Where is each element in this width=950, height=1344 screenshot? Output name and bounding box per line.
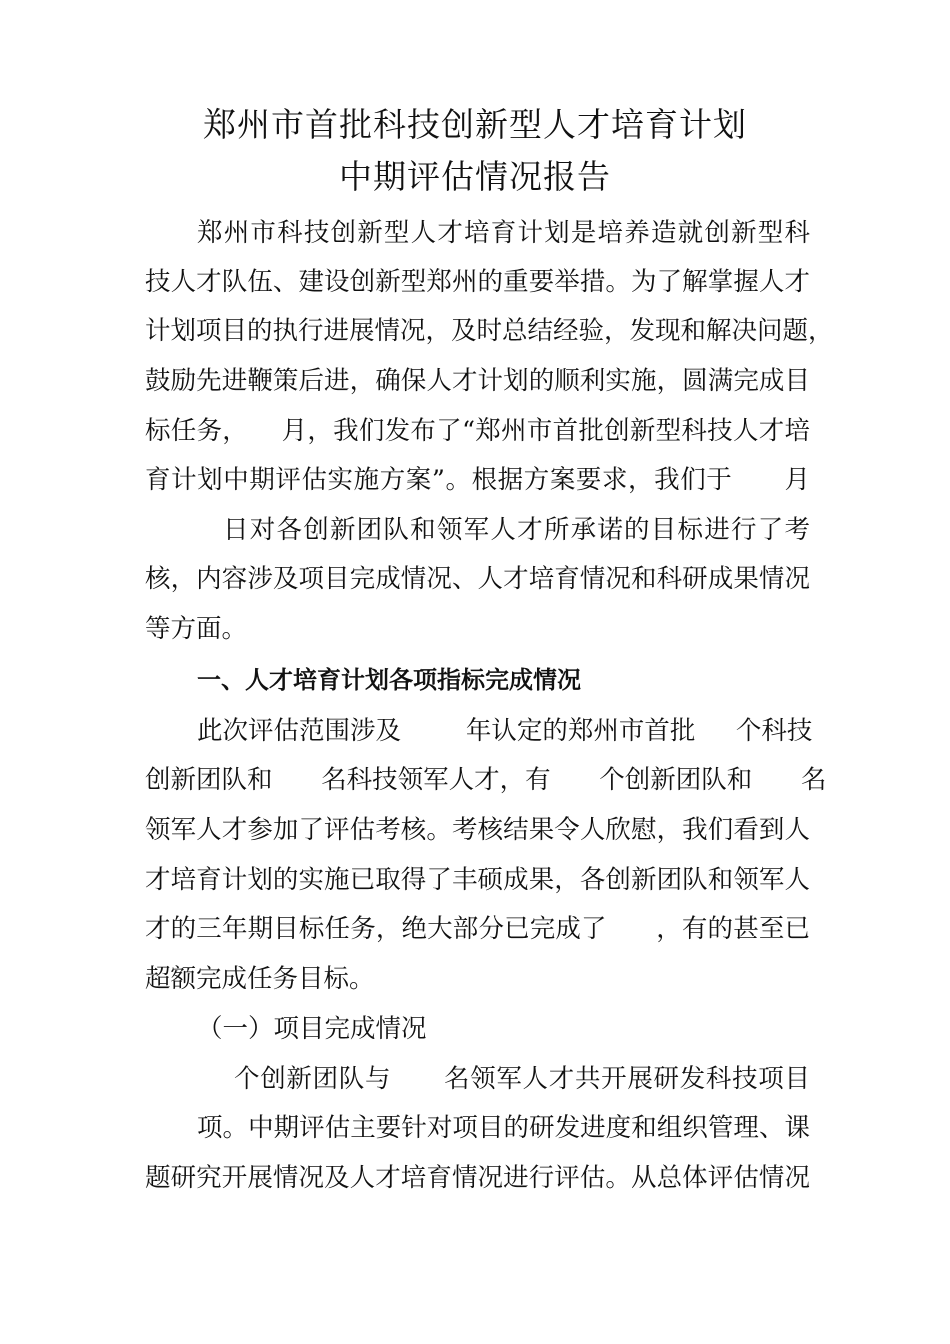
section-line: 创新团队和 名科技领军人才，有 个创新团队和 名 (145, 765, 827, 795)
document-title-line-1: 郑州市首批科技创新型人才培育计划 (203, 105, 747, 144)
document-title-line-2: 中期评估情况报告 (339, 157, 611, 196)
subsection-line: 题研究开展情况及人才培育情况进行评估。从总体评估情况 (145, 1163, 810, 1193)
section-heading: 一、人才培育计划各项指标完成情况 (197, 666, 581, 694)
section-line: 此次评估范围涉及 年认定的郑州市首批 个科技 (197, 716, 813, 746)
section-line: 才培育计划的实施已取得了丰硕成果，各创新团队和领军人 (145, 865, 810, 895)
intro-line: 育计划中期评估实施方案”。根据方案要求，我们于 月 (145, 465, 810, 495)
intro-line: 鼓励先进鞭策后进，确保人才计划的顺利实施，圆满完成目 (145, 366, 810, 396)
intro-line: 计划项目的执行进展情况，及时总结经验，发现和解决问题， (145, 316, 834, 346)
intro-line: 技人才队伍、建设创新型郑州的重要举措。为了解掌握人才 (145, 267, 810, 297)
subsection-line: 项。中期评估主要针对项目的研发进度和组织管理、课 (197, 1113, 810, 1143)
section-line: 才的三年期目标任务，绝大部分已完成了 ，有的甚至已 (145, 914, 810, 944)
subsection-heading: （一）项目完成情况 (197, 1014, 427, 1044)
intro-line: 等方面。 (145, 614, 248, 644)
intro-line: 标任务， 月，我们发布了“郑州市首批创新型科技人才培 (145, 416, 810, 446)
intro-line: 日对各创新团队和领军人才所承诺的目标进行了考 (223, 515, 810, 545)
subsection-line: 个创新团队与 名领军人才共开展研发科技项目 (234, 1064, 810, 1094)
intro-line: 核，内容涉及项目完成情况、人才培育情况和科研成果情况 (145, 564, 810, 594)
intro-line: 郑州市科技创新型人才培育计划是培养造就创新型科 (197, 218, 810, 248)
section-line: 领军人才参加了评估考核。考核结果令人欣慰，我们看到人 (145, 815, 810, 845)
section-line: 超额完成任务目标。 (145, 964, 375, 994)
